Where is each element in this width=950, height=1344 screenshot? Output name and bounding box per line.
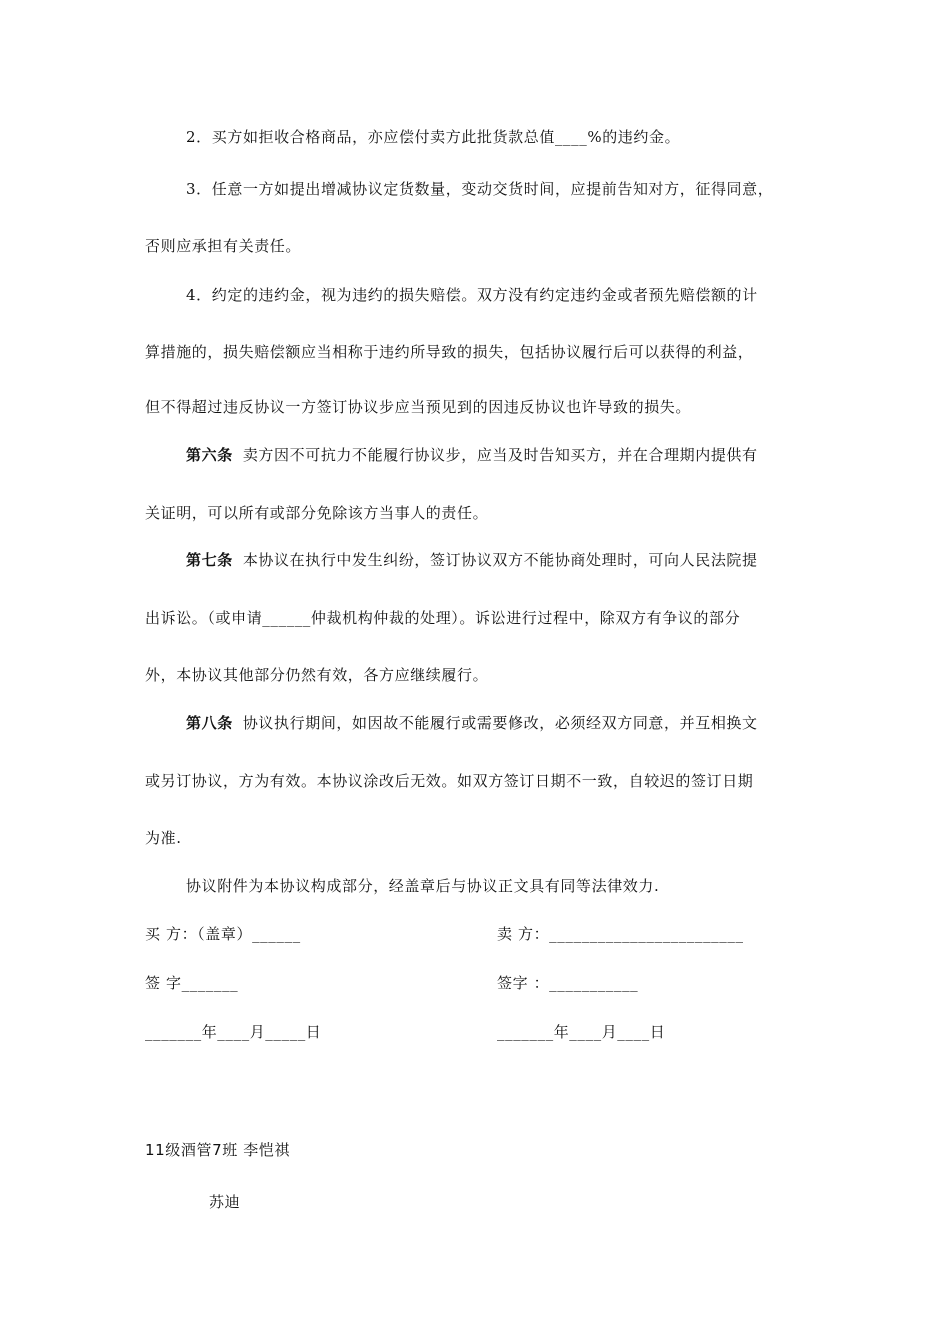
- buyer-label: 买 方：（盖章）______: [145, 925, 301, 943]
- clause-2: 2．买方如拒收合格商品，亦应偿付卖方此批货款总值____%的违约金。: [186, 128, 681, 146]
- article-8-line-1: [186, 713, 758, 733]
- clause-3-line-1: 3．任意一方如提出增减协议定货数量，变动交货时间，应提前告知对方，征得同意，: [186, 180, 774, 198]
- author-name: 苏迪: [209, 1193, 241, 1211]
- article-6-line-1: [186, 445, 758, 465]
- clause-3-line-2: 否则应承担有关责任。: [145, 237, 302, 255]
- buyer-date: _______年____月_____日: [145, 1023, 322, 1041]
- buyer-signature: 签 字_______: [145, 974, 239, 992]
- article-6-text: 卖方因不可抗力不能履行协议步，应当及时告知买方，并在合理期内提供有: [242, 446, 758, 464]
- clause-4-line-3: 但不得超过违反协议一方签订协议步应当预见到的因违反协议也许导致的损失。: [145, 398, 692, 416]
- seller-signature: 签字 ：___________: [497, 974, 639, 992]
- article-7-line-2: 出诉讼。（或申请______仲裁机构仲裁的处理）。诉讼进行过程中，除双方有争议的部分: [145, 609, 741, 627]
- seller-date: _______年____月____日: [497, 1023, 666, 1041]
- article-6-line-2: 关证明，可以所有或部分免除该方当事人的责任。: [145, 504, 489, 522]
- article-6-heading: 第六条: [186, 446, 233, 464]
- article-7-text: 本协议在执行中发生纠纷，签订协议双方不能协商处理时，可向人民法院提: [242, 551, 758, 569]
- article-7-line-1: [186, 550, 758, 570]
- attachment-note: 协议附件为本协议构成部分，经盖章后与协议正文具有同等法律效力.: [186, 877, 660, 895]
- article-7-heading: 第七条: [186, 551, 233, 569]
- seller-label: 卖 方：________________________: [497, 925, 744, 943]
- article-8-line-3: 为准.: [145, 829, 182, 847]
- article-8-heading: 第八条: [186, 714, 233, 732]
- article-7-line-3: 外，本协议其他部分仍然有效，各方应继续履行。: [145, 666, 489, 684]
- article-8-text: 协议执行期间，如因故不能履行或需要修改，必须经双方同意，并互相换文: [242, 714, 758, 732]
- class-author: 11级酒管7班 李恺祺: [145, 1141, 290, 1159]
- clause-4-line-2: 算措施的，损失赔偿额应当相称于违约所导致的损失，包括协议履行后可以获得的利益，: [145, 343, 754, 361]
- clause-4-line-1: 4．约定的违约金，视为违约的损失赔偿。双方没有约定违约金或者预先赔偿额的计: [186, 286, 758, 304]
- article-8-line-2: 或另订协议，方为有效。本协议涂改后无效。如双方签订日期不一致，自较迟的签订日期: [145, 772, 754, 790]
